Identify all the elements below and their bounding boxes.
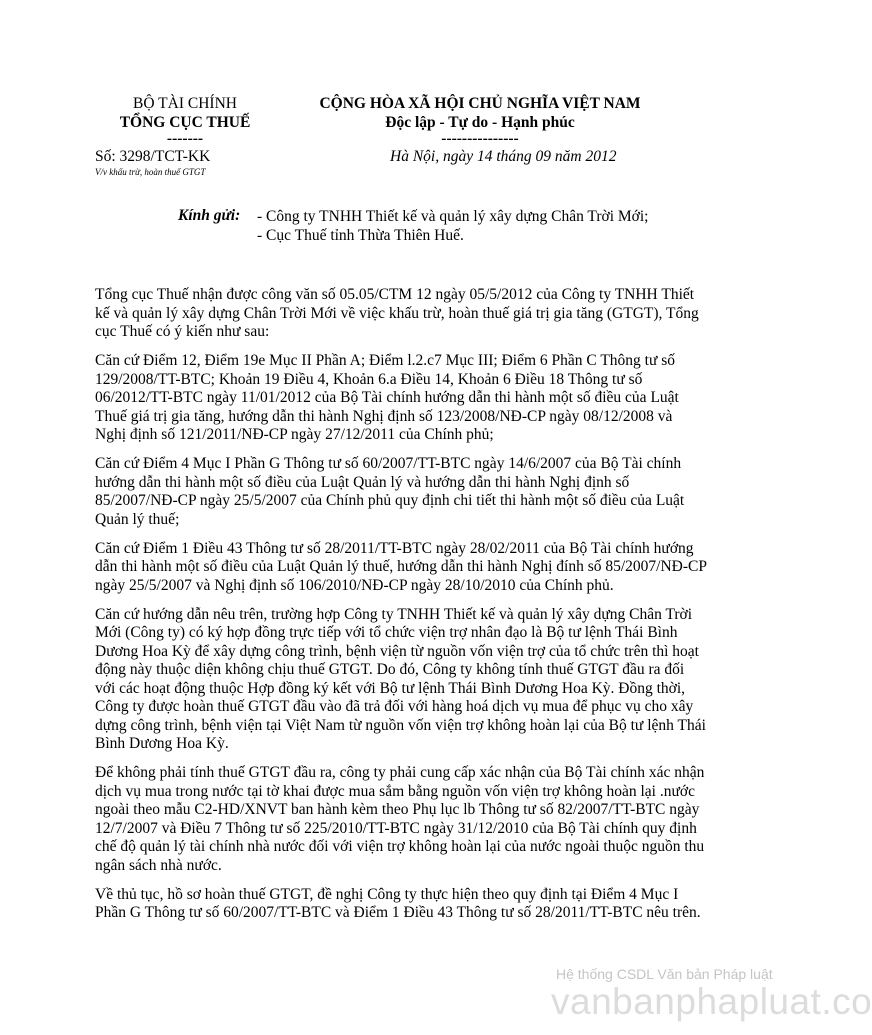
date-line: Hà Nội, ngày 14 tháng 09 năm 2012 xyxy=(390,148,617,165)
body-paragraph: Về thủ tục, hồ sơ hoàn thuế GTGT, đề nghị Công ty thực hiện theo quy định tại Điểm 4 Mục I Phần G Thông tư số 60/2007/TT-BTC và Điểm 1 Điều 43 Thông tư số 28/2011/TT-BTC nêu trên. xyxy=(95,885,701,921)
recipients-list xyxy=(257,207,677,245)
watermark-site: vanbanphapluat.co xyxy=(551,981,872,1022)
ministry-name: BỘ TÀI CHÍNH xyxy=(133,95,237,112)
department-name: TỔNG CỤC THUẾ xyxy=(119,114,251,131)
issuer-separator: ------- xyxy=(166,130,204,147)
document-number: Số: 3298/TCT-KK xyxy=(95,148,211,165)
document-body xyxy=(95,286,707,933)
body-paragraph: Căn cứ Điểm 12, Điểm 19e Mục II Phần A; Điểm l.2.c7 Mục III; Điểm 6 Phần C Thông tư số 129/2008/TT-BTC; Khoản 19 Điều 4, Khoản 6.a Điều 14, Khoản 6 Điều 18 Thông tư số 06/2012/TT-BTC ngày 11/01/2012 của Bộ Tài chính hướng dẫn thi hành một số điều của Luật Thuế giá trị gia tăng, hướng dẫn thi hành Nghị định số 123/2008/NĐ-CP ngày 08/12/2008 và Nghị định số 121/2011/NĐ-CP ngày 27/12/2011 của Chính phủ; xyxy=(95,352,679,443)
body-paragraph: Căn cứ hướng dẫn nêu trên, trường hợp Công ty TNHH Thiết kế và quản lý xây dựng Chân Trời Mới (Công ty) có ký hợp đồng trực tiếp với tổ chức viện trợ nhân đạo là Bộ tư lệnh Thái Bình Dương Hoa Kỳ để xây dựng công trình, bệnh viện từ nguồn vốn viện trợ của tổ chức trên thì hoạt động này thuộc diện không chịu thuế GTGT. Do đó, Công ty không tính thuế GTGT đầu ra đối với các hoạt động thuộc Hợp đồng ký kết với Bộ tư lệnh Thái Bình Dương Hoa Kỳ. Đồng thời, Công ty được hoàn thuế GTGT đầu vào đã trả đối với hàng hoá dịch vụ mua để phục vụ cho xây dựng công trình, bệnh viện tại Việt Nam từ nguồn vốn viện trợ không hoàn lại của Bộ tư lệnh Thái Bình Dương Hoa Kỳ. xyxy=(95,605,706,752)
country-name: CỘNG HÒA XÃ HỘI CHỦ NGHĨA VIỆT NAM xyxy=(319,95,641,112)
issuer-block xyxy=(95,94,275,146)
motto: Độc lập - Tự do - Hạnh phúc xyxy=(385,114,575,131)
motto-separator: --------------- xyxy=(441,130,519,147)
body-paragraph: Căn cứ Điểm 4 Mục I Phần G Thông tư số 60/2007/TT-BTC ngày 14/6/2007 của Bộ Tài chính hướng dẫn thi hành một số điều của Luật Quản lý và hướng dẫn thi hành Nghị định số 85/2007/NĐ-CP ngày 25/5/2007 của Chính phủ quy định chi tiết thi hành một số điều của Luật Quản lý thuế; xyxy=(95,455,685,528)
document-subject: V/v khấu trừ, hoàn thuế GTGT xyxy=(95,167,206,177)
recipients-label: Kính gửi: xyxy=(178,207,241,224)
body-paragraph: Tổng cục Thuế nhận được công văn số 05.05/CTM 12 ngày 05/5/2012 của Công ty TNHH Thiết kế và quản lý xây dựng Chân Trời Mới về việc khấu trừ, hoàn thuế giá trị gia tăng (GTGT), Tổng cục Thuế có ý kiến như sau: xyxy=(95,286,699,340)
recipient-item: - Công ty TNHH Thiết kế và quản lý xây dựng Chân Trời Mới; xyxy=(257,208,649,225)
national-title-block xyxy=(290,94,670,146)
watermark-caption: Hệ thống CSDL Văn bản Pháp luật xyxy=(556,966,773,982)
body-paragraph: Để không phải tính thuế GTGT đầu ra, công ty phải cung cấp xác nhận của Bộ Tài chính xác nhận dịch vụ mua trong nước tại tờ khai được mua sắm bằng nguồn vốn viện trợ không hoàn lại .nước ngoài theo mẫu C2-HD/XNVT ban hành kèm theo Phụ lục lb Thông tư số 82/2007/TT-BTC ngày 12/7/2007 và Điều 7 Thông tư số 225/2010/TT-BTC ngày 31/12/2010 của Bộ Tài chính quy định chế độ quản lý tài chính nhà nước đối với viện trợ không hoàn lại của nước ngoài thuộc nguồn thu ngân sách nhà nước. xyxy=(95,764,705,874)
recipient-item: - Cục Thuế tỉnh Thừa Thiên Huế. xyxy=(257,227,464,244)
body-paragraph: Căn cứ Điểm 1 Điều 43 Thông tư số 28/2011/TT-BTC ngày 28/02/2011 của Bộ Tài chính hướng dẫn thi hành một số điều của Luật Quản lý thuế, hướng dẫn thi hành Nghị đính số 85/2007/NĐ-CP ngày 25/5/2007 và Nghị định số 106/2010/NĐ-CP ngày 28/10/2010 của Chính phủ. xyxy=(95,539,707,594)
